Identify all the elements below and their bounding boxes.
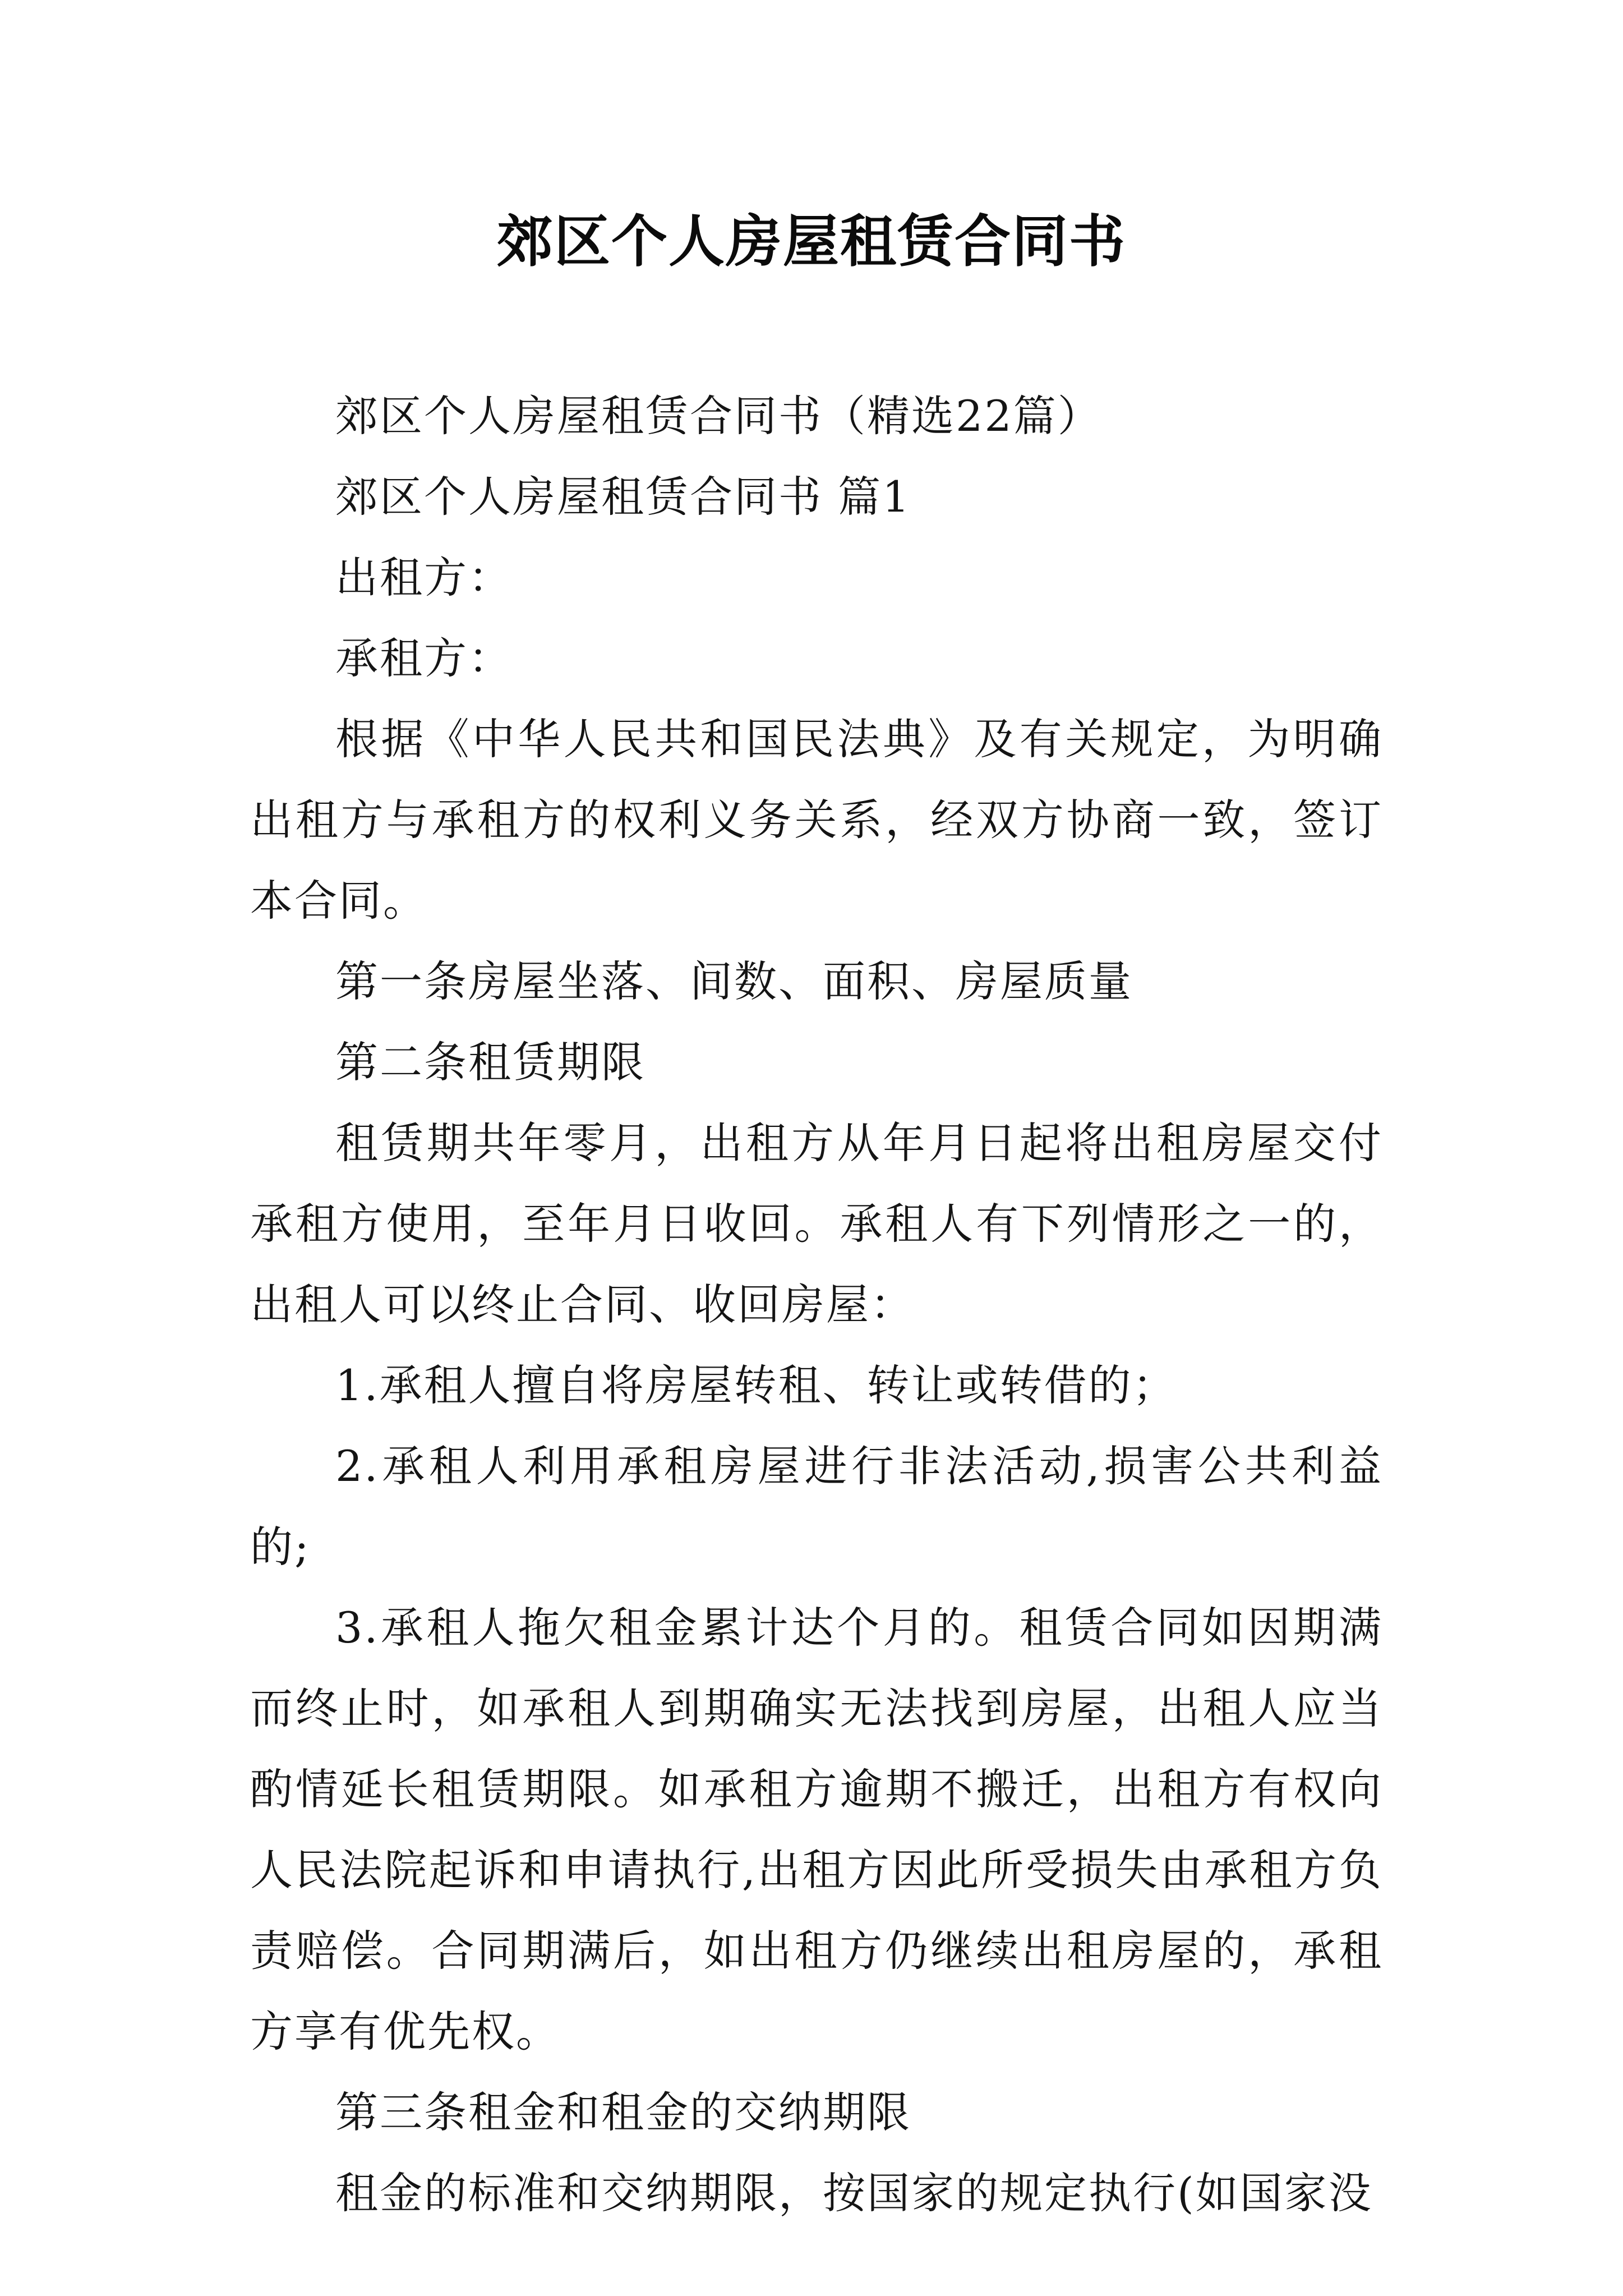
document-title: 郊区个人房屋租赁合同书 [497,208,1126,274]
paragraph-preamble: 根据《中华人民共和国民法典》及有关规定，为明确出租方与承租方的权利义务关系，经双方协商一致，签订本合同。 [250,714,1383,926]
paragraph-rent-terms: 租金的标准和交纳期限，按国家的规定执行(如国家没 [335,2168,1373,2218]
paragraph-article-2: 第二条租赁期限 [335,1037,645,1087]
paragraph-article-1: 第一条房屋坐落、间数、面积、房屋质量 [335,956,1133,1006]
paragraph-lessee: 承租方： [335,633,513,683]
list-item: 1.承租人擅自将房屋转租、转让或转借的； [335,1360,1177,1410]
document-body [250,376,1383,2234]
paragraph-article-3: 第三条租金和租金的交纳期限 [335,2087,911,2137]
paragraph-subtitle: 郊区个人房屋租赁合同书（精选22篇） [335,391,1102,441]
paragraph-lease-term: 租赁期共年零月，出租方从年月日起将出租房屋交付承租方使用，至年月日收回。承租人有下列情形之一的，出租人可以终止合同、收回房屋： [250,1118,1383,1329]
paragraph-section-heading: 郊区个人房屋租赁合同书 篇1 [335,472,911,522]
list-item: 3.承租人拖欠租金累计达个月的。租赁合同如因期满而终止时，如承租人到期确实无法找到房屋，出租人应当酌情延长租赁期限。如承租方逾期不搬迁，出租方有权向人民法院起诉和申请执行,出租方因此所受损失由承租方负责赔偿。合同期满后，如出租方仍继续出租房屋的，承租方享有优先权。 [250,1603,1383,2056]
paragraph-lessor: 出租方： [335,553,513,602]
list-item: 2.承租人利用承租房屋进行非法活动,损害公共利益的; [250,1441,1383,1572]
